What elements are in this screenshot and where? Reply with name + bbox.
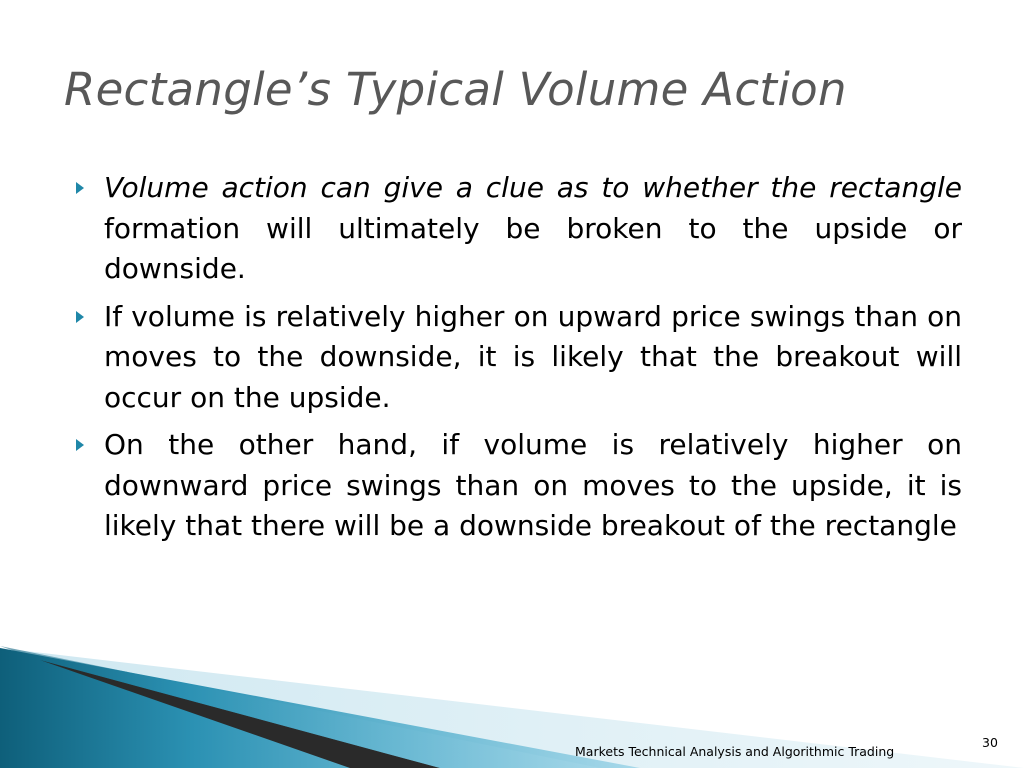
bullet-item: [104, 297, 962, 419]
bullet-item: [104, 168, 962, 290]
page-number: 30: [982, 735, 998, 750]
bullet-arrow-icon: [76, 439, 84, 451]
bullet-italic-text: Volume action can give a clue as to whether the rectangle: [104, 171, 962, 204]
bullet-text: On the other hand, if volume is relatively higher on downward price swings than on moves to the upside, it is likely that there will be a downside breakout of the rectangle: [104, 428, 962, 542]
bullet-item: [104, 425, 962, 547]
bullet-text: formation will ultimately be broken to the upside or downside.: [104, 211, 962, 285]
slide-title: Rectangle’s Typical Volume Action: [64, 63, 847, 116]
bullet-list: [104, 168, 962, 554]
footer-text: Markets Technical Analysis and Algorithmic Trading: [575, 744, 895, 759]
bullet-arrow-icon: [76, 182, 84, 194]
bullet-text: If volume is relatively higher on upward price swings than on moves to the downside, it is likely that the breakout will occur on the upside.: [104, 299, 962, 414]
bullet-arrow-icon: [76, 311, 84, 323]
decorative-wave-graphic: [0, 600, 1024, 768]
